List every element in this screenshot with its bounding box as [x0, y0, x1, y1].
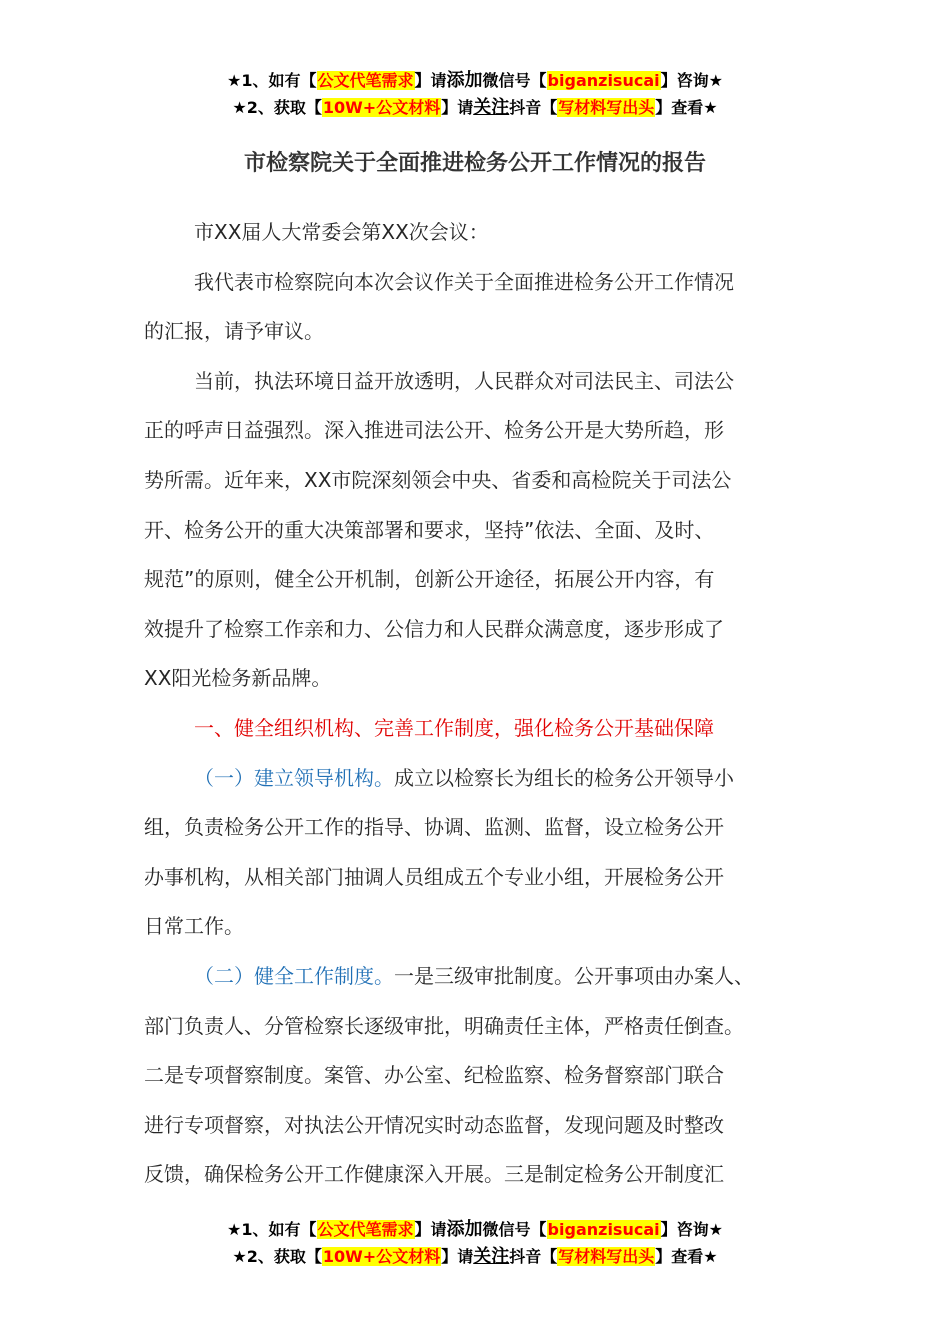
para1-line: 我代表市检察院向本次会议作关于全面推进检务公开工作情况: [194, 269, 734, 294]
highlight-ghostwriting: 公文代笔需求: [317, 71, 414, 90]
highlight-douyin-id: 写材料写出头: [558, 1247, 655, 1266]
footer-banner: [0, 1216, 950, 1270]
highlight-wechat-id: biganzisucai: [547, 1220, 660, 1239]
document-title: 市检察院关于全面推进检务公开工作情况的报告: [243, 151, 706, 176]
sub2-heading: （二）健全工作制度。: [194, 963, 394, 988]
sub1-line: 组，负责检务公开工作的指导、协调、监测、监督，设立检务公开: [144, 815, 724, 840]
para2-line: 势所需。近年来，XX市院深刻领会中央、省委和高检院关于司法公: [144, 467, 732, 492]
sub2-line: 二是专项督察制度。案管、办公室、纪检监察、检务督察部门联合: [144, 1063, 724, 1088]
sub2-line: 部门负责人、分管检察长逐级审批，明确责任主体，严格责任倒查。: [144, 1013, 744, 1038]
para2-line: 正的呼声日益强烈。深入推进司法公开、检务公开是大势所趋，形: [144, 418, 724, 443]
section1-heading: 一、健全组织机构、完善工作制度，强化检务公开基础保障: [194, 715, 714, 740]
banner-line-2: ★2、获取【10W+公文材料】请关注抖音【写材料写出头】查看★: [232, 1246, 718, 1267]
highlight-materials: 10W+公文材料: [322, 98, 441, 117]
sub2-line: 进行专项督察，对执法公开情况实时动态监督，发现问题及时整改: [144, 1112, 724, 1137]
banner-line-2: ★2、获取【10W+公文材料】请关注抖音【写材料写出头】查看★: [232, 97, 718, 118]
para1-line: 的汇报，请予审议。: [144, 319, 324, 344]
para2-line: 效提升了检察工作亲和力、公信力和人民群众满意度，逐步形成了: [144, 616, 724, 641]
para2-line: 开、检务公开的重大决策部署和要求，坚持”依法、全面、及时、: [144, 517, 715, 542]
sub1-line: 办事机构，从相关部门抽调人员组成五个专业小组，开展检务公开: [144, 864, 724, 889]
highlight-materials: 10W+公文材料: [322, 1247, 441, 1266]
highlight-douyin-id: 写材料写出头: [558, 98, 655, 117]
sub2-line: 反馈，确保检务公开工作健康深入开展。三是制定检务公开制度汇: [144, 1162, 724, 1187]
sub1-heading: （一）建立领导机构。: [194, 765, 394, 790]
salutation: 市XX届人大常委会第XX次会议：: [194, 220, 489, 244]
para2-line: 规范”的原则，健全公开机制，创新公开途径，拓展公开内容，有: [144, 567, 715, 592]
para2-line: XX阳光检务新品牌。: [144, 666, 332, 691]
sub1-first-line: （一）建立领导机构。成立以检察长为组长的检务公开领导小: [194, 765, 734, 790]
para2-line: 当前，执法环境日益开放透明，人民群众对司法民主、司法公: [194, 368, 734, 393]
banner-line-1: ★1、如有【公文代笔需求】请添加微信号【biganzisucai】咨询★: [227, 70, 723, 91]
sub2-first-line: （二）健全工作制度。一是三级审批制度。公开事项由办案人、: [194, 963, 754, 988]
highlight-ghostwriting: 公文代笔需求: [317, 1220, 414, 1239]
document-body: [144, 208, 820, 1200]
header-banner: [0, 67, 950, 121]
banner-line-1: ★1、如有【公文代笔需求】请添加微信号【biganzisucai】咨询★: [227, 1219, 723, 1240]
sub1-line: 日常工作。: [144, 914, 244, 939]
highlight-wechat-id: biganzisucai: [547, 71, 660, 90]
